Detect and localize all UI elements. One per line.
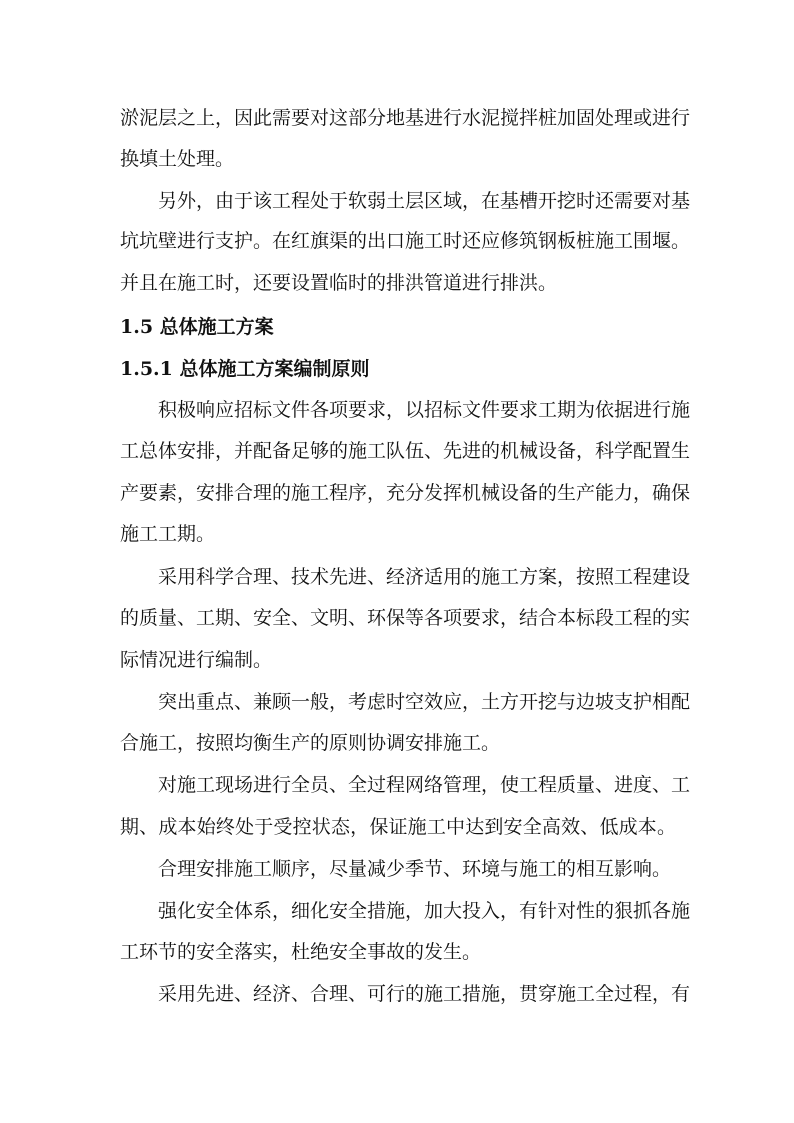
paragraph-line: 际情况进行编制。 — [120, 649, 273, 671]
paragraph-line: 工总体安排，并配备足够的施工队伍、先进的机械设备，科学配置生 — [120, 440, 691, 462]
paragraph-line: 工环节的安全落实，杜绝安全事故的发生。 — [120, 941, 482, 963]
paragraph-line: 采用科学合理、技术先进、经济适用的施工方案，按照工程建设 — [158, 566, 691, 588]
paragraph-line: 积极响应招标文件各项要求，以招标文件要求工期为依据进行施 — [158, 399, 691, 421]
paragraph-line: 并且在施工时，还要设置临时的排洪管道进行排洪。 — [120, 272, 558, 294]
paragraph-line: 合理安排施工顺序，尽量减少季节、环境与施工的相互影响。 — [158, 858, 672, 880]
paragraph-line: 采用先进、经济、合理、可行的施工措施，贯穿施工全过程，有 — [158, 983, 691, 1005]
paragraph-line: 另外，由于该工程处于软弱土层区域，在基槽开挖时还需要对基 — [158, 190, 691, 212]
paragraph-line: 强化安全体系，细化安全措施，加大投入，有针对性的狠抓各施 — [158, 900, 691, 922]
paragraph-line: 坑坑壁进行支护。在红旗渠的出口施工时还应修筑钢板桩施工围堰。 — [120, 230, 691, 252]
subsection-heading: 1.5.1 总体施工方案编制原则 — [120, 358, 370, 380]
paragraph-line: 突出重点、兼顾一般，考虑时空效应，土方开挖与边坡支护相配 — [158, 691, 691, 713]
paragraph-line: 产要素，安排合理的施工程序，充分发挥机械设备的生产能力，确保 — [120, 482, 691, 504]
paragraph-line: 的质量、工期、安全、文明、环保等各项要求，结合本标段工程的实 — [120, 607, 691, 629]
paragraph-line: 对施工现场进行全员、全过程网络管理，使工程质量、进度、工 — [158, 774, 691, 796]
section-heading: 1.5 总体施工方案 — [120, 316, 274, 338]
paragraph-line: 期、成本始终处于受控状态，保证施工中达到安全高效、低成本。 — [120, 816, 676, 838]
paragraph-line: 换填土处理。 — [120, 148, 235, 170]
paragraph-line: 施工工期。 — [120, 523, 216, 545]
paragraph-line: 淤泥层之上，因此需要对这部分地基进行水泥搅拌桩加固处理或进行 — [120, 107, 691, 129]
paragraph-line: 合施工，按照均衡生产的原则协调安排施工。 — [120, 732, 501, 754]
